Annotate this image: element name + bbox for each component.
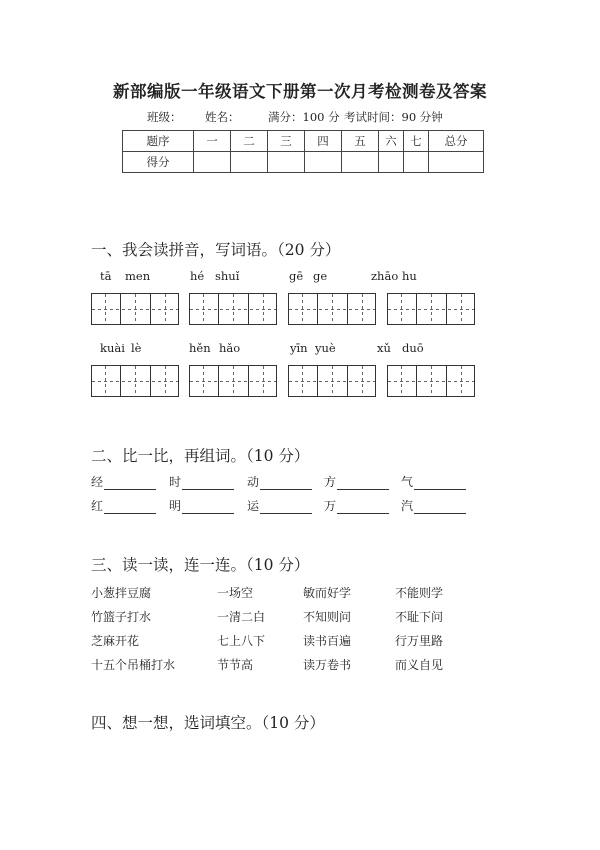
compare-item: [169, 497, 234, 514]
pinyin: hěn: [189, 341, 211, 355]
compare-char: 动: [247, 475, 260, 489]
compare-char: 经: [91, 475, 104, 489]
pinyin: gē: [289, 269, 304, 283]
compare-item: [247, 497, 312, 514]
pinyin: yīn: [290, 341, 308, 355]
compare-item: [401, 473, 466, 490]
score-input-cell[interactable]: [194, 152, 231, 173]
score-cell: 一: [194, 131, 231, 152]
answer-blank[interactable]: [260, 501, 312, 514]
compare-char: 红: [91, 499, 104, 513]
pinyin: kuài: [100, 341, 125, 355]
writing-grid[interactable]: [387, 365, 475, 397]
score-input-cell[interactable]: [404, 152, 429, 173]
compare-item: [91, 497, 156, 514]
answer-blank[interactable]: [414, 477, 466, 490]
compare-item: [401, 497, 466, 514]
pinyin: yuè: [315, 341, 336, 355]
match-item[interactable]: 敏而好学: [303, 586, 352, 600]
writing-grid[interactable]: [91, 293, 179, 325]
match-item[interactable]: 七上八下: [217, 634, 266, 648]
full-score: 满分：100 分: [268, 110, 340, 124]
answer-blank[interactable]: [104, 501, 156, 514]
score-input-cell[interactable]: [342, 152, 379, 173]
match-item[interactable]: 节节高: [217, 658, 254, 672]
score-input-cell[interactable]: [305, 152, 342, 173]
compare-char: 气: [401, 475, 414, 489]
score-table: [122, 130, 484, 173]
score-table-header-row: [123, 131, 484, 152]
score-cell: 六: [379, 131, 404, 152]
answer-blank[interactable]: [337, 501, 389, 514]
section2-heading: 二、比一比，再组词。（10 分）: [91, 447, 310, 465]
compare-char: 方: [324, 475, 337, 489]
compare-char: 运: [247, 499, 260, 513]
exam-time: 考试时间：90 分钟: [344, 110, 443, 124]
pinyin: lè: [131, 341, 142, 355]
writing-grid[interactable]: [189, 365, 277, 397]
score-cell: 题序: [123, 131, 194, 152]
pinyin: men: [125, 269, 151, 283]
score-cell: 五: [342, 131, 379, 152]
pinyin: ge: [313, 269, 328, 283]
compare-item: [169, 473, 234, 490]
match-item[interactable]: 不能则学: [395, 586, 444, 600]
section1-heading: 一、我会读拼音，写词语。（20 分）: [91, 241, 341, 259]
score-row-label: 得分: [123, 152, 194, 173]
compare-item: [247, 473, 312, 490]
compare-char: 汽: [401, 499, 414, 513]
score-input-cell[interactable]: [231, 152, 268, 173]
compare-item: [324, 497, 389, 514]
answer-blank[interactable]: [104, 477, 156, 490]
score-input-cell[interactable]: [268, 152, 305, 173]
name-label: 姓名：: [205, 110, 240, 124]
writing-grid[interactable]: [288, 365, 376, 397]
compare-char: 明: [169, 499, 182, 513]
match-item[interactable]: 读万卷书: [303, 658, 352, 672]
compare-char: 万: [324, 499, 337, 513]
writing-grid[interactable]: [288, 293, 376, 325]
writing-grid[interactable]: [189, 293, 277, 325]
score-cell: 二: [231, 131, 268, 152]
pinyin: xǔ: [377, 341, 391, 355]
pinyin: duō: [402, 341, 424, 355]
page-title: 新部编版一年级语文下册第一次月考检测卷及答案: [113, 82, 487, 101]
score-input-cell[interactable]: [379, 152, 404, 173]
section3-heading: 三、读一读，连一连。（10 分）: [91, 556, 310, 574]
match-item[interactable]: 小葱拌豆腐: [91, 586, 152, 600]
section4-heading: 四、想一想，选词填空。（10 分）: [91, 714, 325, 732]
class-label: 班级：: [147, 110, 182, 124]
match-item[interactable]: 一清二白: [217, 610, 266, 624]
pinyin: shuǐ: [215, 269, 240, 283]
compare-item: [91, 473, 156, 490]
compare-item: [324, 473, 389, 490]
score-cell: 四: [305, 131, 342, 152]
match-item[interactable]: 读书百遍: [303, 634, 352, 648]
pinyin-row-1: [0, 269, 600, 289]
match-item[interactable]: 芝麻开花: [91, 634, 140, 648]
score-table-score-row: [123, 152, 484, 173]
pinyin: hu: [402, 269, 417, 283]
pinyin: hé: [190, 269, 205, 283]
match-item[interactable]: 竹篮子打水: [91, 610, 152, 624]
answer-blank[interactable]: [337, 477, 389, 490]
score-input-cell[interactable]: [429, 152, 484, 173]
match-item[interactable]: 不耻下问: [395, 610, 444, 624]
pinyin: hǎo: [219, 341, 241, 355]
pinyin: zhāo: [371, 269, 399, 283]
answer-blank[interactable]: [182, 501, 234, 514]
score-cell: 七: [404, 131, 429, 152]
compare-char: 时: [169, 475, 182, 489]
match-item[interactable]: 一场空: [217, 586, 254, 600]
answer-blank[interactable]: [182, 477, 234, 490]
answer-blank[interactable]: [414, 501, 466, 514]
match-item[interactable]: 不知则问: [303, 610, 352, 624]
answer-blank[interactable]: [260, 477, 312, 490]
writing-grid[interactable]: [387, 293, 475, 325]
writing-grid[interactable]: [91, 365, 179, 397]
score-cell: 三: [268, 131, 305, 152]
score-cell: 总分: [429, 131, 484, 152]
match-item[interactable]: 十五个吊桶打水: [91, 658, 176, 672]
pinyin: tā: [100, 269, 112, 283]
match-item[interactable]: 行万里路: [395, 634, 444, 648]
match-item[interactable]: 而义自见: [395, 658, 444, 672]
pinyin-row-2: [0, 341, 600, 361]
